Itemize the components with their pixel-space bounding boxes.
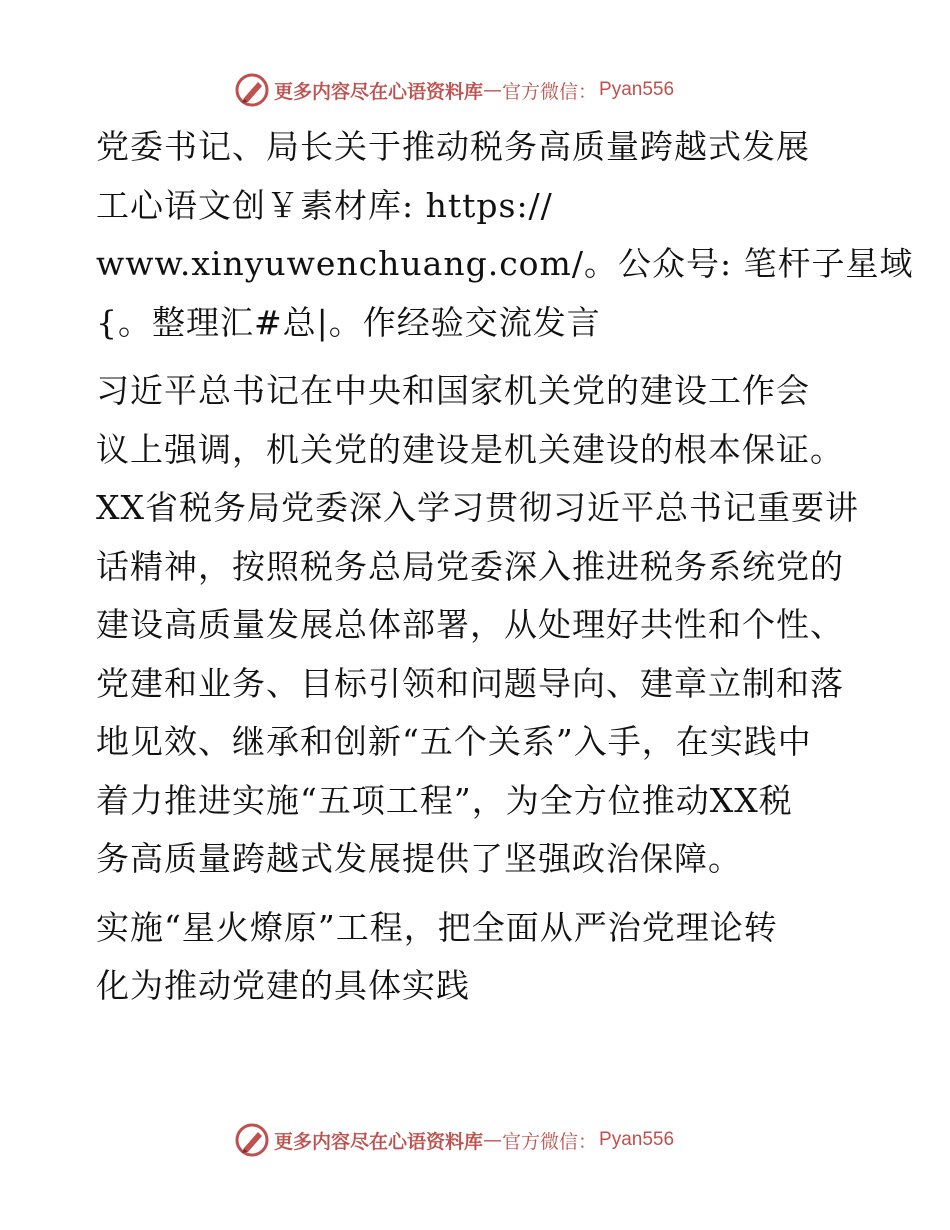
title-line: 工心语文创￥素材库: https:// (96, 185, 553, 225)
banner-dash: — (483, 1129, 503, 1151)
pen-logo-icon (234, 1122, 270, 1158)
banner-dash: — (483, 79, 503, 101)
footer-banner (234, 1120, 714, 1160)
header-banner (234, 70, 714, 110)
banner-wechat-id: Pyan556 (599, 1129, 675, 1150)
paragraph-line: XX省税务局党委深入学习贯彻习近平总书记重要讲 (96, 488, 859, 527)
banner-official-label: 官方微信： (502, 1130, 598, 1153)
banner-wechat-id: Pyan556 (599, 79, 675, 100)
banner-site-name: 更多内容尽在心语资料库 (274, 1130, 484, 1153)
section-heading-1 (96, 899, 866, 1016)
title-line: {。整理汇#总|。作经验交流发言 (96, 302, 601, 342)
banner-official-label: 官方微信： (502, 80, 598, 103)
paragraph-line: 着力推进实施“五项工程”，为全方位推动XX税 (96, 780, 793, 820)
title-line: 党委书记、局长关于推动税务高质量跨越式发展 (96, 127, 810, 166)
document-body (96, 118, 914, 1016)
paragraph-line: 务高质量跨越式发展提供了坚强政治保障。 (96, 839, 742, 878)
paragraph-line: 党建和业务、目标引领和问题导向、建章立制和落 (96, 663, 844, 703)
paragraph-line: 议上强调，机关党的建设是机关建设的根本保证。 (96, 429, 844, 469)
document-title (96, 118, 914, 352)
title-line: www.xinyuwenchuang.com/。公众号: 笔杆子星域 (96, 244, 914, 283)
heading-line: 实施“星火燎原”工程，把全面从严治党理论转 (96, 907, 778, 947)
paragraph-intro (96, 362, 866, 889)
heading-line: 化为推动党建的具体实践 (96, 966, 470, 1005)
banner-site-name: 更多内容尽在心语资料库 (274, 80, 484, 103)
paragraph-line: 习近平总书记在中央和国家机关党的建设工作会 (96, 371, 810, 410)
paragraph-line: 地见效、继承和创新“五个关系”入手，在实践中 (96, 722, 812, 761)
paragraph-line: 建设高质量发展总体部署，从处理好共性和个性、 (96, 605, 844, 644)
pen-logo-icon (234, 72, 270, 108)
paragraph-line: 话精神，按照税务总局党委深入推进税务系统党的 (96, 546, 844, 586)
